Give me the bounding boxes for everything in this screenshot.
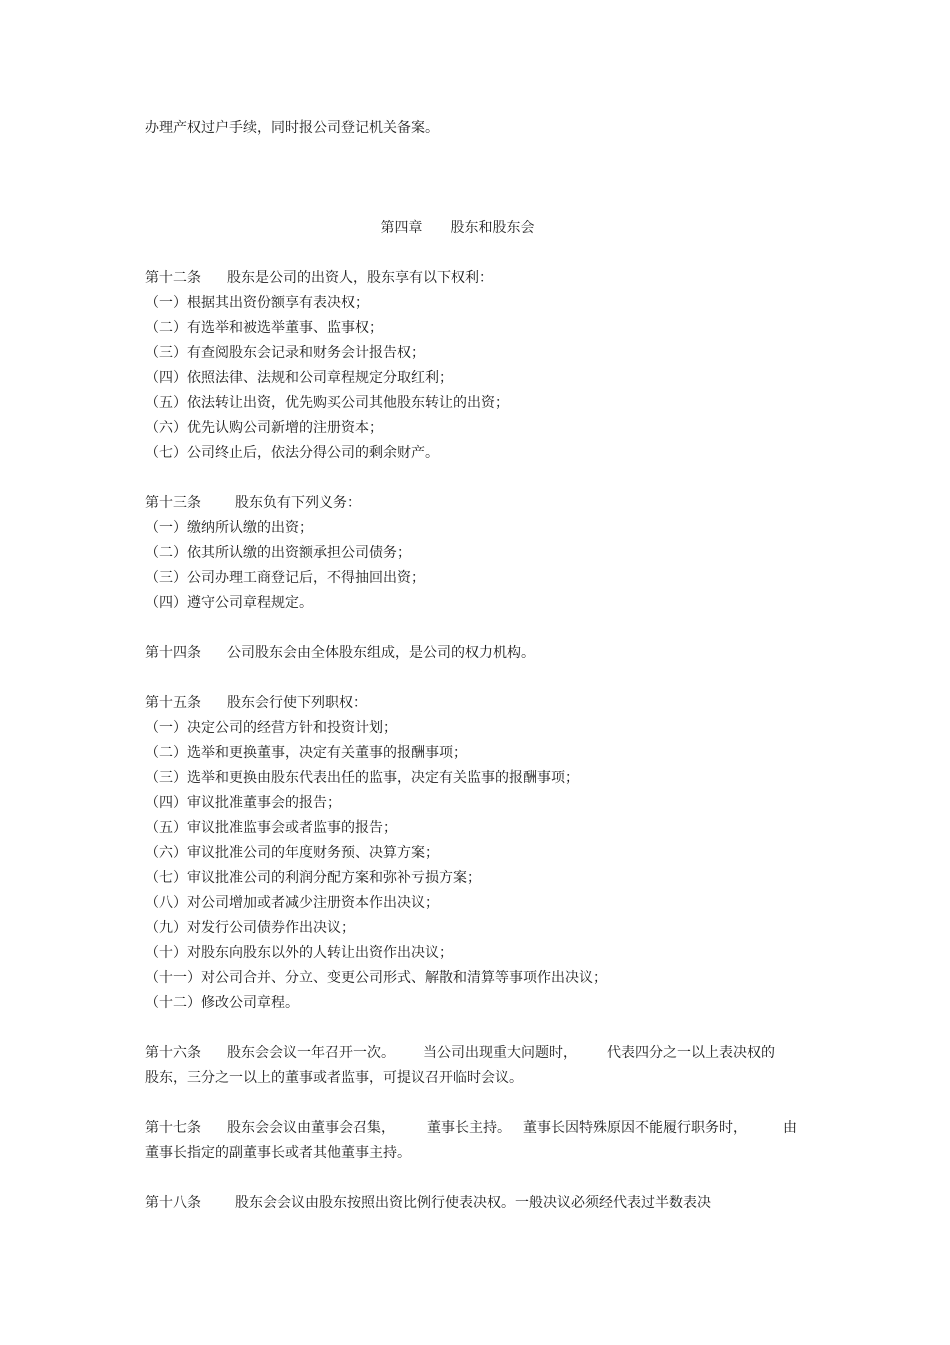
article-text: 董事长主持。	[427, 1120, 511, 1136]
article-15-heading	[145, 693, 367, 713]
article-13-heading	[145, 493, 361, 513]
article-text: 股东是公司的出资人，股东享有以下权利：	[227, 270, 493, 286]
article-text: 股东负有下列义务：	[235, 495, 361, 511]
article-label: 第十六条	[145, 1045, 201, 1061]
list-item: （六）优先认购公司新增的注册资本；	[145, 420, 383, 436]
top-paragraph: 办理产权过户手续，同时报公司登记机关备案。	[145, 120, 439, 136]
list-item: （七）公司终止后，依法分得公司的剩余财产。	[145, 445, 439, 461]
article-label: 第十三条	[145, 495, 201, 511]
list-item: （四）审议批准董事会的报告；	[145, 795, 341, 811]
article-text: 股东会会议由董事会召集，	[227, 1120, 395, 1136]
list-item: （四）遵守公司章程规定。	[145, 595, 313, 611]
list-item: （五）审议批准监事会或者监事的报告；	[145, 820, 397, 836]
article-17-line-2: 董事长指定的副董事长或者其他董事主持。	[145, 1145, 411, 1161]
article-label: 第十五条	[145, 695, 201, 711]
list-item: （一）缴纳所认缴的出资；	[145, 520, 313, 536]
article-label: 第十七条	[145, 1120, 201, 1136]
list-item: （十二）修改公司章程。	[145, 995, 299, 1011]
list-item: （一）根据其出资份额享有表决权；	[145, 295, 369, 311]
list-item: （二）选举和更换董事，决定有关董事的报酬事项；	[145, 745, 467, 761]
article-text: 股东会行使下列职权：	[227, 695, 367, 711]
list-item: （九）对发行公司债券作出决议；	[145, 920, 355, 936]
list-item: （十）对股东向股东以外的人转让出资作出决议；	[145, 945, 453, 961]
list-item: （四）依照法律、法规和公司章程规定分取红利；	[145, 370, 453, 386]
article-17-line-1	[145, 1118, 797, 1138]
article-18	[145, 1193, 711, 1213]
article-text: 股东会会议由股东按照出资比例行使表决权。一般决议必须经代表过半数表决	[235, 1195, 711, 1211]
list-item: （三）公司办理工商登记后，不得抽回出资；	[145, 570, 425, 586]
chapter-number: 第四章	[380, 220, 423, 236]
article-16-line-1	[145, 1043, 775, 1063]
article-text: 董事长因特殊原因不能履行职务时，	[523, 1120, 747, 1136]
list-item: （六）审议批准公司的年度财务预、决算方案；	[145, 845, 439, 861]
list-item: （七）审议批准公司的利润分配方案和弥补亏损方案；	[145, 870, 481, 886]
list-item: （二）有选举和被选举董事、监事权；	[145, 320, 383, 336]
list-item: （三）有查阅股东会记录和财务会计报告权；	[145, 345, 425, 361]
list-item: （八）对公司增加或者减少注册资本作出决议；	[145, 895, 439, 911]
article-label: 第十八条	[145, 1195, 201, 1211]
list-item: （一）决定公司的经营方针和投资计划；	[145, 720, 397, 736]
article-label: 第十四条	[145, 645, 201, 661]
article-text: 由	[783, 1120, 797, 1136]
article-text: 当公司出现重大问题时，	[423, 1045, 577, 1061]
list-item: （三）选举和更换由股东代表出任的监事，决定有关监事的报酬事项；	[145, 770, 579, 786]
chapter-heading	[0, 218, 915, 238]
article-label: 第十二条	[145, 270, 201, 286]
article-16-line-2: 股东，三分之一以上的董事或者监事，可提议召开临时会议。	[145, 1070, 523, 1086]
article-12-heading	[145, 268, 493, 288]
list-item: （五）依法转让出资，优先购买公司其他股东转让的出资；	[145, 395, 509, 411]
article-14	[145, 643, 535, 663]
article-text: 股东会会议一年召开一次。	[227, 1045, 395, 1061]
article-text: 代表四分之一以上表决权的	[607, 1045, 775, 1061]
article-text: 公司股东会由全体股东组成，是公司的权力机构。	[227, 645, 535, 661]
list-item: （二）依其所认缴的出资额承担公司债务；	[145, 545, 411, 561]
list-item: （十一）对公司合并、分立、变更公司形式、解散和清算等事项作出决议；	[145, 970, 607, 986]
chapter-title: 股东和股东会	[450, 220, 535, 236]
